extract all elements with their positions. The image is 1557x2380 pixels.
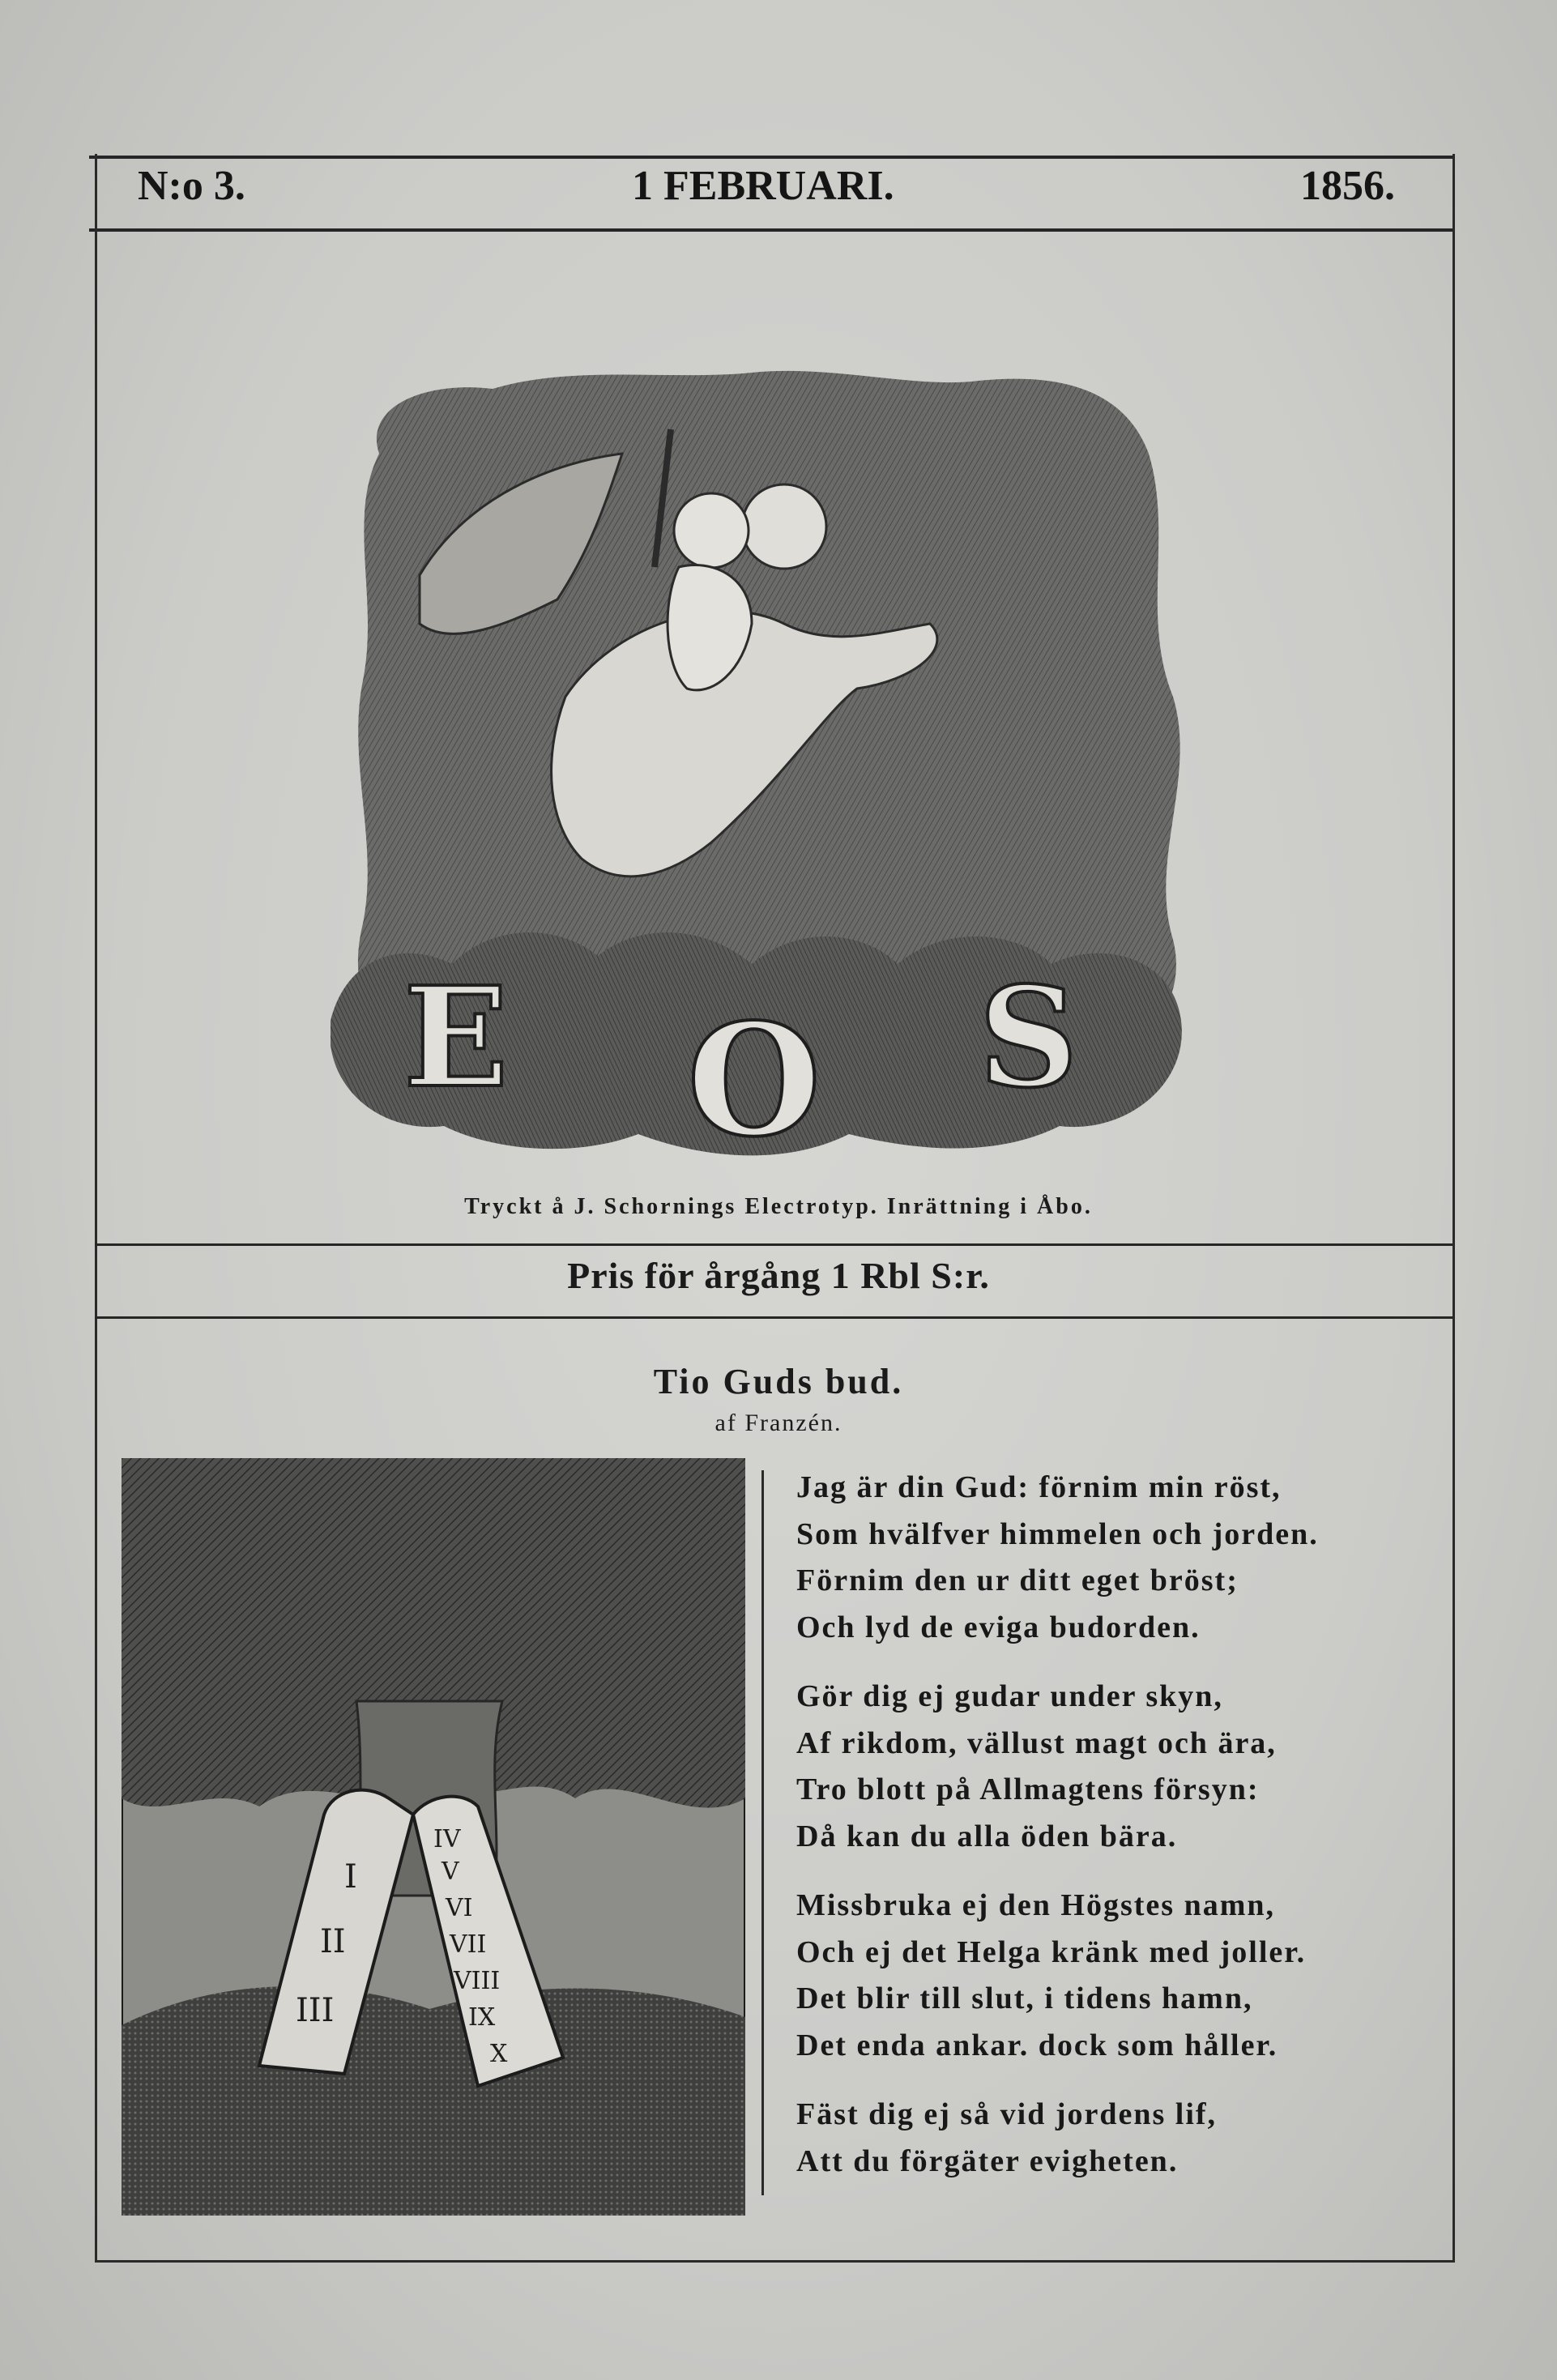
poem-line: Missbruka ej den Högstes namn, — [796, 1888, 1275, 1922]
poem-line: Det enda ankar. dock som håller. — [796, 2028, 1278, 2062]
poem-line: Och lyd de eviga budorden. — [796, 1610, 1201, 1644]
poem-line: Gör dig ej gudar under skyn, — [796, 1679, 1223, 1713]
goddess-head — [742, 484, 826, 569]
poem-line: Tro blott på Allmagtens försyn: — [796, 1772, 1260, 1806]
poem-line: Som hvälfver himmelen och jorden. — [796, 1516, 1319, 1551]
poem-line: Fäst dig ej så vid jordens lif, — [796, 2097, 1218, 2131]
poem-stanza — [796, 1883, 1444, 2069]
tablet-numeral-ix: IX — [468, 2003, 496, 2032]
vignette-letter-e: E — [403, 957, 509, 1119]
poem-line: Att du förgäter evigheten. — [796, 2143, 1179, 2178]
tablet-numeral-x: X — [490, 2040, 508, 2068]
tablet-numeral-vi: VI — [446, 1894, 473, 1922]
issue-date: 1 FEBRUARI. — [632, 163, 894, 209]
poem-line: Förnim den ur ditt eget bröst; — [796, 1563, 1239, 1597]
tablet-numeral-viii: VIII — [454, 1967, 501, 1995]
tablet-numeral-ii: II — [320, 1923, 346, 1960]
poem-title: Tio Guds bud. — [653, 1362, 904, 1401]
column-rule — [761, 1470, 764, 2195]
poem-line: Och ej det Helga kränk med joller. — [796, 1934, 1307, 1969]
cherub-head — [674, 493, 749, 568]
poem-stanza — [796, 1465, 1444, 1651]
printer-credit: Tryckt å J. Schornings Electrotyp. Inrättning i Åbo. — [464, 1194, 1093, 1219]
tablet-numeral-iii: III — [296, 1992, 335, 2029]
eos-vignette — [331, 356, 1189, 1167]
poem-author: af Franzén. — [715, 1410, 842, 1436]
price-top-rule — [95, 1243, 1452, 1246]
poem-line: Det blir till slut, i tidens hamn, — [796, 1981, 1253, 2015]
tablet-numeral-vii: VII — [450, 1930, 487, 1959]
hillside — [122, 1986, 745, 2216]
poem-body — [796, 1465, 1444, 2207]
poem-stanza — [796, 1674, 1444, 1860]
vignette-letter-s: S — [979, 957, 1078, 1119]
issue-year: 1856. — [1300, 163, 1395, 209]
poem-stanza — [796, 2092, 1444, 2185]
poem-line: Då kan du alla öden bära. — [796, 1819, 1178, 1853]
ten-commandments-woodcut — [122, 1458, 745, 2216]
poem-line: Jag är din Gud: förnim min röst, — [796, 1470, 1282, 1504]
subscription-price: Pris för årgång 1 Rbl S:r. — [567, 1255, 990, 1296]
tablet-numeral-i: I — [344, 1858, 357, 1896]
poem-line: Af rikdom, vällust magt och ära, — [796, 1725, 1277, 1760]
price-bottom-rule — [95, 1316, 1452, 1319]
tablet-numeral-v: V — [442, 1858, 459, 1886]
vignette-letter-o: O — [687, 990, 821, 1167]
issue-number: N:o 3. — [138, 163, 245, 209]
tablet-numeral-iv: IV — [433, 1825, 461, 1853]
